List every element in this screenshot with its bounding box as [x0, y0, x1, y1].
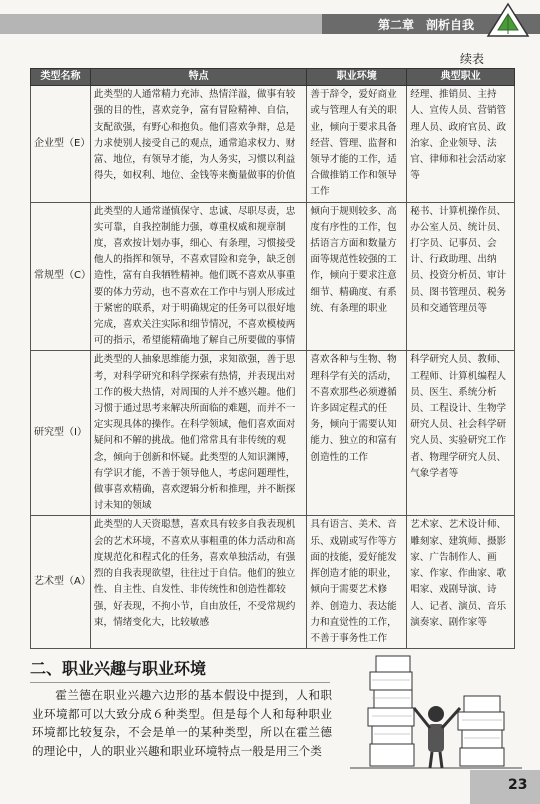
table-header-row — [31, 69, 515, 86]
table-row — [31, 202, 515, 351]
person-figure-icon — [414, 706, 460, 768]
table-row — [31, 86, 515, 202]
table-row — [31, 351, 515, 516]
stack-of-papers-illustration — [350, 648, 522, 776]
environment-cell: 倾向于规则较多、高度有序性的工作，包括语言方面和数量方面等规范性较强的工作，倾向于要求注意细节、精确度、有系统、有条理的职业 — [307, 202, 407, 351]
jobs-cell: 秘书、计算机操作员、办公室人员、统计员、打字员、记事员、会计、行政助理、出纳员、投资分析员、审计员、图书管理员、税务员和交通管理员等 — [407, 202, 515, 351]
table-row — [31, 516, 515, 649]
type-cell: 艺术型（A） — [31, 516, 91, 649]
features-cell: 此类型的人通常精力充沛、热情洋溢，做事有较强的目的性，喜欢竞争，富有冒险精神、自信，支配欲强，有野心和抱负。他们喜欢争辩，总是力求使别人接受自己的观点，通常追求权力、财富、地位，有领导才能，为人务实，习惯以利益得失，如权利、地位、金钱等来衡量做事的价值 — [90, 86, 306, 202]
page-number: 23 — [508, 777, 528, 793]
section-divider — [30, 682, 330, 683]
jobs-cell: 科学研究人员、教师、工程师、计算机编程人员、医生、系统分析员、工程设计、生物学研究人员、社会科学研究人员、实验研究工作者、物理学研究人员、气象学者等 — [407, 351, 515, 516]
environment-cell: 具有语言、美术、音乐、戏剧或写作等方面的技能，爱好能发挥创造才能的职业，倾向于需要艺术修养、创造力、表达能力和直觉性的工作，不善于事务性工作 — [307, 516, 407, 649]
running-header — [0, 0, 540, 40]
header-jobs: 典型职业 — [407, 69, 515, 86]
type-cell: 常规型（C） — [31, 202, 91, 351]
features-cell: 此类型的人通常谨慎保守、忠诚、尽职尽责，忠实可靠，自我控制能力强，尊重权威和规章制度，喜欢按计划办事，细心、有条理，习惯接受他人的指挥和领导，不喜欢冒险和竞争，缺乏创造性，富有自我牺牲精神。他们既不喜欢从事重要的体力劳动，也不喜欢在工作中与别人形成过于紧密的联系，对于明确规定的任务可以很好地完成，喜欢关注实际和细节情况，不喜欢模棱两可的指示，希望能精确地了解自己所要做的事情 — [90, 202, 306, 351]
features-cell: 此类型的人抽象思维能力强，求知欲强，善于思考，对科学研究和科学探索有热情，并表现出对工作的极大热情，对周围的人并不感兴趣。他们习惯于通过思考来解决所面临的难题，而并不一定实现具体的操作。在科学领域，他们喜欢面对疑问和不解的挑战。他们常常具有非传统的观念，倾向于创新和怀疑。此类型的人知识渊博，有学识才能，不善于领导他人，考虑问题理性，做事喜欢精确，喜欢逻辑分析和推理，并不断探讨未知的领域 — [90, 351, 306, 516]
type-cell: 企业型（E） — [31, 86, 91, 202]
body-paragraph: 霍兰德在职业兴趣六边形的基本假设中提到，人和职业环境都可以大致分成６种类型。但是每个人和每种职业环境都比较复杂，不会是单一的某种类型，所以在霍兰德的理论中，人的职业兴趣和职业环境特点一般是用三个类 — [32, 688, 332, 758]
continued-label: 续表 — [460, 52, 485, 66]
type-cell: 研究型（I） — [31, 351, 91, 516]
decorative-corner-icon — [480, 0, 536, 40]
chapter-title: 第二章 剖析自我 — [378, 18, 475, 32]
section-heading: 二、职业兴趣与职业环境 — [30, 659, 207, 678]
page-number-tab — [470, 770, 540, 804]
environment-cell: 善于辞令，爱好商业或与管理人有关的职业，倾向于要求具备经营、管理、监督和领导才能的工作，适合做推销工作和领导工作 — [307, 86, 407, 202]
header-features: 特点 — [90, 69, 306, 86]
features-cell: 此类型的人天资聪慧，喜欢具有较多自我表现机会的艺术环境，不喜欢从事粗重的体力活动和高度规范化和程式化的任务，喜欢单独活动，有强烈的自我表现欲望，往往过于自信。他们的独立性、自主性、自发性、非传统性和创造性都较强，好表现，不拘小节，自由放任，不受常规约束，情绪变化大，比较敏感 — [90, 516, 306, 649]
jobs-cell: 艺术家、艺术设计师、雕刻家、建筑师、摄影家、广告制作人、画家、作家、作曲家、歌唱家、戏剧导演、诗人、记者、演员、音乐演奏家、剧作家等 — [407, 516, 515, 649]
environment-cell: 喜欢各种与生物、物理科学有关的活动，不喜欢那些必须遵循许多固定程式的任务，倾向于需要认知能力、独立的和富有创造性的工作 — [307, 351, 407, 516]
career-types-table — [30, 68, 515, 649]
header-type-name: 类型名称 — [31, 69, 91, 86]
jobs-cell: 经理、推销员、主持人、宣传人员、营销管理人员、政府官员、政治家、企业领导、法官、律师和社会活动家等 — [407, 86, 515, 202]
header-environment: 职业环境 — [307, 69, 407, 86]
